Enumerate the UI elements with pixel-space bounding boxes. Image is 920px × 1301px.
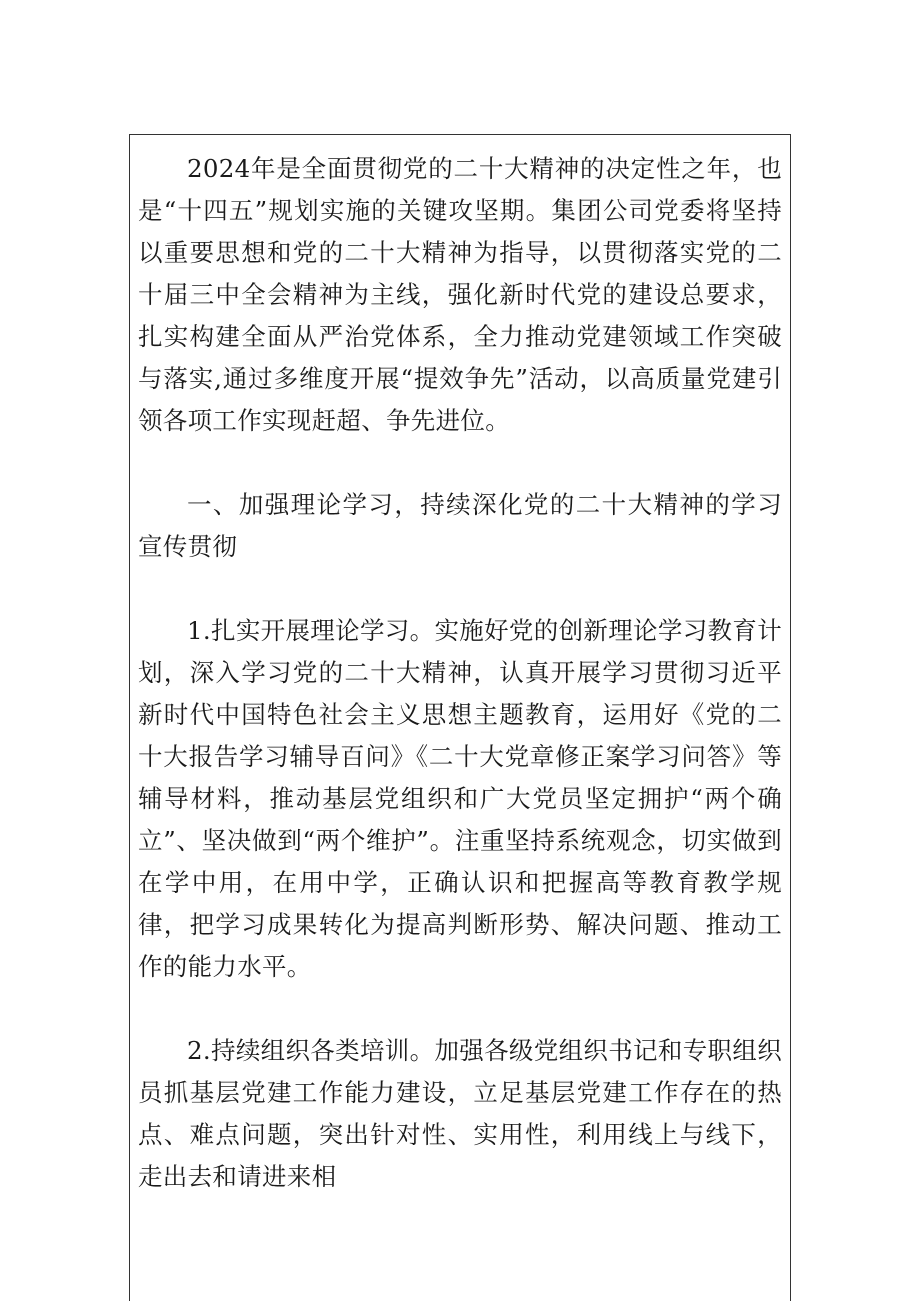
section-heading-1: 一、加强理论学习，持续深化党的二十大精神的学习宣传贯彻	[138, 490, 782, 561]
paragraph-spacer	[138, 568, 782, 610]
paragraph-spacer	[138, 988, 782, 1030]
document-body	[138, 148, 782, 1198]
item-paragraph-1: 1.扎实开展理论学习。实施好党的创新理论学习教育计划，深入学习党的二十大精神，认真开展学习贯彻习近平新时代中国特色社会主义思想主题教育，运用好《党的二十大报告学习辅导百问》《二十大党章修正案学习问答》等辅导材料，推动基层党组织和广大党员坚定拥护“两个确立”、坚决做到“两个维护”。注重坚持系统观念，切实做到在学中用，在用中学，正确认识和把握高等教育教学规律，把学习成果转化为提高判断形势、解决问题、推动工作的能力水平。	[138, 616, 782, 981]
item-paragraph-2: 2.持续组织各类培训。加强各级党组织书记和专职组织员抓基层党建工作能力建设，立足基层党建工作存在的热点、难点问题，突出针对性、实用性，利用线上与线下，走出去和请进来相	[138, 1036, 782, 1191]
intro-paragraph: 2024年是全面贯彻党的二十大精神的决定性之年，也是“十四五”规划实施的关键攻坚期。集团公司党委将坚持以重要思想和党的二十大精神为指导，以贯彻落实党的二十届三中全会精神为主线，强化新时代党的建设总要求，扎实构建全面从严治党体系，全力推动党建领域工作突破与落实,通过多维度开展“提效争先”活动，以高质量党建引领各项工作实现赶超、争先进位。	[138, 154, 782, 435]
paragraph-spacer	[138, 442, 782, 484]
